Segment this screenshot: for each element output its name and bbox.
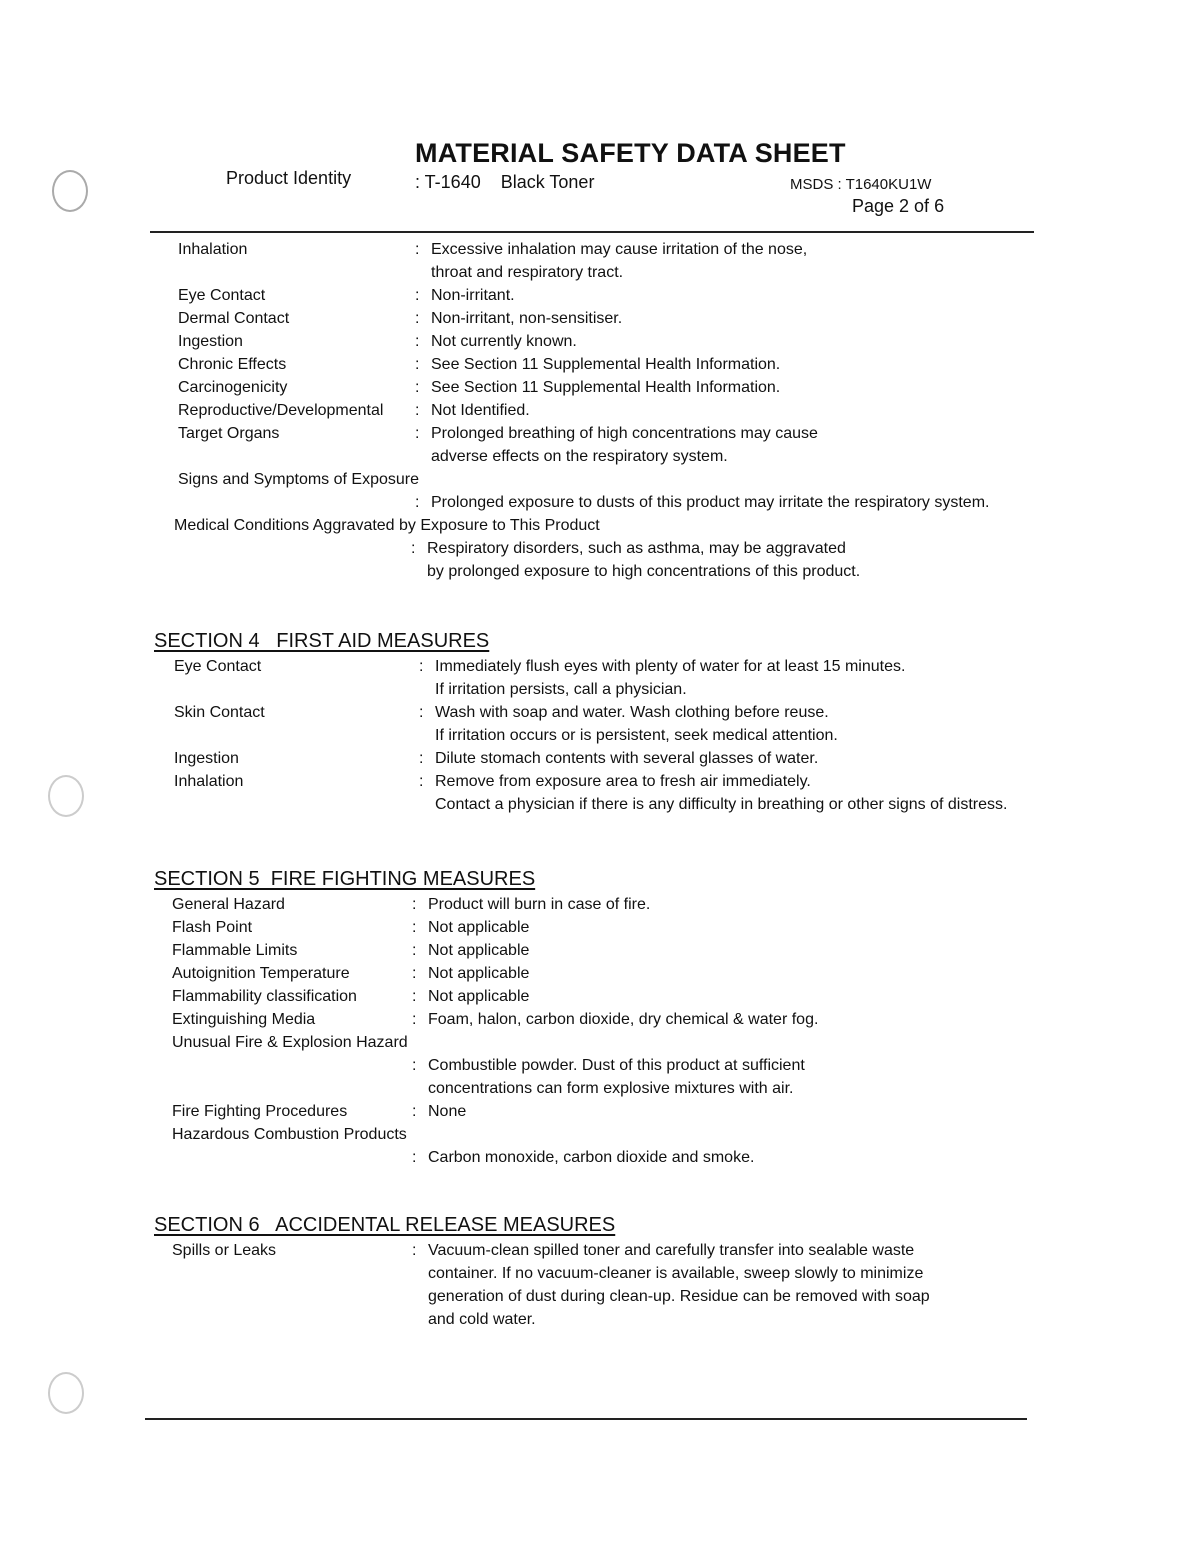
- field-value: [435, 701, 1150, 747]
- colon-separator: :: [419, 750, 424, 767]
- health-effects-section: [174, 238, 1178, 583]
- fire-row: [150, 985, 1150, 1008]
- value-line: throat and respiratory tract.: [431, 264, 624, 281]
- value-line: Immediately flush eyes with plenty of water for at least 15 minutes.: [435, 658, 906, 675]
- spacer: [178, 491, 415, 514]
- punch-hole-bottom: [48, 1372, 84, 1414]
- field-label: Carcinogenicity: [178, 379, 288, 396]
- value-line: Not applicable: [428, 942, 530, 959]
- colon-separator: :: [415, 402, 420, 419]
- field-label: Flammable Limits: [172, 942, 298, 959]
- value-line: Carbon monoxide, carbon dioxide and smoke.: [428, 1149, 755, 1166]
- section-6-heading: SECTION 6 ACCIDENTAL RELEASE MEASURES: [154, 1214, 616, 1236]
- field-value: [428, 939, 1150, 962]
- value-line: Dilute stomach contents with several glasses of water.: [435, 750, 819, 767]
- health-row: [178, 307, 1178, 330]
- health-row: [178, 422, 1178, 468]
- field-label: Spills or Leaks: [172, 1242, 277, 1259]
- value-line: If irritation persists, call a physician.: [435, 681, 687, 698]
- medical-row: [178, 537, 1178, 583]
- field-label: Autoignition Temperature: [172, 965, 350, 982]
- field-value: [431, 307, 1178, 330]
- fire-row: [150, 916, 1150, 939]
- field-label: Fire Fighting Procedures: [172, 1103, 348, 1120]
- colon-separator: :: [415, 425, 420, 442]
- colon-separator: :: [415, 494, 420, 511]
- value-line: Respiratory disorders, such as asthma, may be aggravated: [427, 540, 846, 557]
- product-identity-label: Product Identity: [226, 168, 352, 188]
- field-label: Skin Contact: [174, 704, 265, 721]
- colon-separator: :: [412, 1242, 417, 1259]
- value-line: by prolonged exposure to high concentrations of this product.: [427, 563, 861, 580]
- release-row: [150, 1239, 1150, 1331]
- value-line: generation of dust during clean-up. Residue can be removed with soap: [428, 1288, 930, 1305]
- field-value: [428, 1239, 1150, 1331]
- colon-separator: :: [415, 241, 420, 258]
- field-value: [431, 330, 1178, 353]
- field-label: Extinguishing Media: [172, 1011, 316, 1028]
- field-label: Ingestion: [178, 333, 243, 350]
- field-value: [435, 747, 1150, 770]
- field-value: [428, 893, 1150, 916]
- colon-separator: :: [412, 919, 417, 936]
- fire-fighting-section: [150, 868, 1150, 1169]
- value-line: and cold water.: [428, 1311, 536, 1328]
- health-row: [178, 399, 1178, 422]
- field-value: [428, 916, 1150, 939]
- health-row: [178, 284, 1178, 307]
- combustion-products-row: [150, 1146, 1150, 1169]
- value-line: Wash with soap and water. Wash clothing before reuse.: [435, 704, 829, 721]
- colon-separator: :: [412, 1011, 417, 1028]
- colon-separator: :: [415, 333, 420, 350]
- field-value: [435, 770, 1150, 816]
- value-line: Excessive inhalation may cause irritation of the nose,: [431, 241, 808, 258]
- value-line: Non-irritant.: [431, 287, 515, 304]
- product-identity-value: : T-1640 Black Toner: [415, 172, 595, 192]
- field-label: Ingestion: [174, 750, 239, 767]
- value-line: See Section 11 Supplemental Health Information.: [431, 379, 781, 396]
- field-value: [428, 1008, 1150, 1031]
- spacer: [178, 537, 411, 583]
- field-label: Target Organs: [178, 425, 280, 442]
- colon-separator: :: [415, 379, 420, 396]
- first-aid-row: [150, 770, 1150, 816]
- page-number: Page 2 of 6: [852, 196, 945, 216]
- field-value: [431, 238, 1178, 284]
- header-rule: [150, 231, 1034, 233]
- colon-separator: :: [411, 540, 416, 557]
- value-line: See Section 11 Supplemental Health Information.: [431, 356, 781, 373]
- colon-separator: :: [415, 356, 420, 373]
- first-aid-section: [150, 630, 1150, 816]
- colon-separator: :: [412, 942, 417, 959]
- fire-procedures-row: [150, 1100, 1150, 1123]
- section-4-heading: SECTION 4 FIRST AID MEASURES: [154, 630, 490, 652]
- value-line: Not currently known.: [431, 333, 577, 350]
- field-label: Inhalation: [174, 773, 244, 790]
- field-value: [428, 962, 1150, 985]
- field-value: [428, 1054, 1150, 1100]
- value-line: Not applicable: [428, 919, 530, 936]
- field-label: Reproductive/Developmental: [178, 402, 384, 419]
- field-label: Flash Point: [172, 919, 253, 936]
- value-line: concentrations can form explosive mixtures with air.: [428, 1080, 794, 1097]
- punch-hole-top: [52, 170, 88, 212]
- first-aid-row: [150, 655, 1150, 701]
- value-line: Prolonged exposure to dusts of this product may irritate the respiratory system.: [431, 494, 990, 511]
- first-aid-row: [150, 701, 1150, 747]
- signs-row: [178, 491, 1178, 514]
- colon-separator: :: [419, 773, 424, 790]
- health-row: [178, 330, 1178, 353]
- section-5-heading: SECTION 5 FIRE FIGHTING MEASURES: [154, 868, 536, 890]
- value-line: Not applicable: [428, 965, 530, 982]
- msds-number: MSDS : T1640KU1W: [790, 176, 932, 193]
- colon-separator: :: [412, 1103, 417, 1120]
- field-value: [431, 353, 1178, 376]
- footer-rule: [145, 1418, 1027, 1420]
- unusual-hazard-row: [150, 1054, 1150, 1100]
- colon-separator: :: [412, 1057, 417, 1074]
- medical-heading: Medical Conditions Aggravated by Exposure to This Product: [174, 517, 600, 534]
- colon-separator: :: [419, 704, 424, 721]
- field-value: [431, 399, 1178, 422]
- field-value: [428, 985, 1150, 1008]
- value-line: Combustible powder. Dust of this product at sufficient: [428, 1057, 805, 1074]
- colon-separator: :: [412, 988, 417, 1005]
- field-label: General Hazard: [172, 896, 285, 913]
- value-line: Non-irritant, non-sensitiser.: [431, 310, 623, 327]
- colon-separator: :: [419, 658, 424, 675]
- fire-row: [150, 1008, 1150, 1031]
- value-line: container. If no vacuum-cleaner is available, sweep slowly to minimize: [428, 1265, 924, 1282]
- value-line: Prolonged breathing of high concentrations may cause: [431, 425, 818, 442]
- colon-separator: :: [412, 896, 417, 913]
- value-line: Remove from exposure area to fresh air immediately.: [435, 773, 811, 790]
- value-line: If irritation occurs or is persistent, seek medical attention.: [435, 727, 838, 744]
- field-value: [431, 284, 1178, 307]
- field-label: Eye Contact: [174, 658, 262, 675]
- field-label: Dermal Contact: [178, 310, 290, 327]
- field-label: Flammability classification: [172, 988, 357, 1005]
- combustion-products-heading: Hazardous Combustion Products: [172, 1126, 407, 1143]
- field-value: [431, 491, 1178, 514]
- field-value: [427, 537, 1178, 583]
- field-value: [428, 1146, 1150, 1169]
- value-line: adverse effects on the respiratory system.: [431, 448, 728, 465]
- first-aid-row: [150, 747, 1150, 770]
- field-label: Inhalation: [178, 241, 248, 258]
- signs-heading: Signs and Symptoms of Exposure: [178, 471, 420, 488]
- field-value: [431, 376, 1178, 399]
- spacer: [150, 1054, 412, 1100]
- value-line: Not Identified.: [431, 402, 530, 419]
- value-line: Foam, halon, carbon dioxide, dry chemical & water fog.: [428, 1011, 819, 1028]
- colon-separator: :: [415, 310, 420, 327]
- colon-separator: :: [412, 965, 417, 982]
- value-line: Not applicable: [428, 988, 530, 1005]
- field-value: [435, 655, 1150, 701]
- health-row: [178, 238, 1178, 284]
- value-line: Product will burn in case of fire.: [428, 896, 651, 913]
- value-line: Contact a physician if there is any difficulty in breathing or other signs of distress.: [435, 796, 1008, 813]
- unusual-hazard-heading: Unusual Fire & Explosion Hazard: [172, 1034, 408, 1051]
- spacer: [150, 1146, 412, 1169]
- fire-row: [150, 893, 1150, 916]
- fire-row: [150, 962, 1150, 985]
- document-title: MATERIAL SAFETY DATA SHEET: [415, 138, 846, 168]
- health-row: [178, 376, 1178, 399]
- value-line: Vacuum-clean spilled toner and carefully transfer into sealable waste: [428, 1242, 915, 1259]
- field-label: Eye Contact: [178, 287, 266, 304]
- field-value: [431, 422, 1178, 468]
- health-row: [178, 353, 1178, 376]
- accidental-release-section: [150, 1214, 1150, 1331]
- colon-separator: :: [412, 1149, 417, 1166]
- punch-hole-middle: [48, 775, 84, 817]
- field-value: None: [428, 1103, 467, 1120]
- field-label: Chronic Effects: [178, 356, 287, 373]
- colon-separator: :: [415, 287, 420, 304]
- fire-row: [150, 939, 1150, 962]
